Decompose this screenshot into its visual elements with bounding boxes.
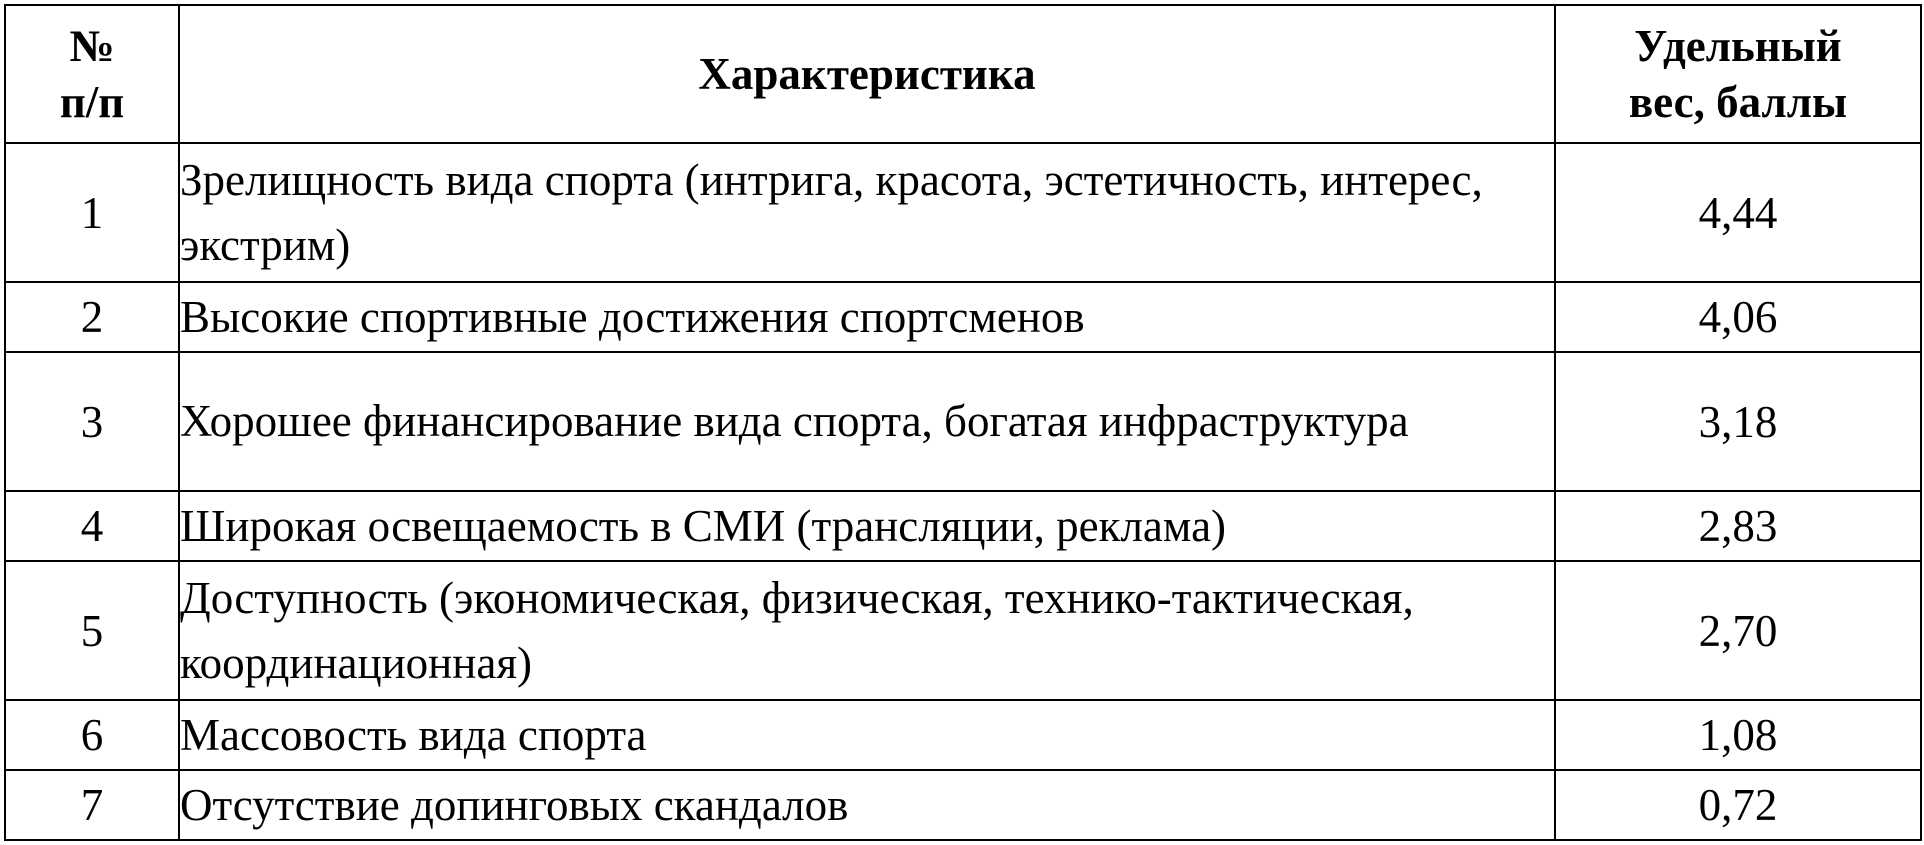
row-characteristic: Хорошее финансирование вида спорта, богатая инфраструктура <box>179 352 1555 491</box>
row-number: 5 <box>5 561 179 700</box>
row-number: 4 <box>5 491 179 561</box>
table-row <box>5 352 1921 491</box>
header-weight-line1: Удельный <box>1634 21 1842 71</box>
table-row <box>5 143 1921 282</box>
row-number: 6 <box>5 700 179 770</box>
row-weight: 4,06 <box>1555 282 1921 352</box>
row-number: 7 <box>5 770 179 840</box>
table-header-row <box>5 5 1921 143</box>
row-weight: 3,18 <box>1555 352 1921 491</box>
characteristics-table <box>4 4 1922 841</box>
row-weight: 2,70 <box>1555 561 1921 700</box>
row-weight: 4,44 <box>1555 143 1921 282</box>
table-row <box>5 561 1921 700</box>
header-number <box>5 5 179 143</box>
row-number: 3 <box>5 352 179 491</box>
header-number-line1: № <box>69 21 115 71</box>
table-row <box>5 700 1921 770</box>
header-weight <box>1555 5 1921 143</box>
row-characteristic: Зрелищность вида спорта (интрига, красота, эстетичность, интерес, экстрим) <box>179 143 1555 282</box>
header-weight-line2: вес, баллы <box>1628 77 1848 127</box>
row-weight: 2,83 <box>1555 491 1921 561</box>
header-number-line2: п/п <box>59 77 125 127</box>
row-characteristic: Высокие спортивные достижения спортсменов <box>179 282 1555 352</box>
table-row <box>5 770 1921 840</box>
row-characteristic: Отсутствие допинговых скандалов <box>179 770 1555 840</box>
header-characteristic: Характеристика <box>179 5 1555 143</box>
row-number: 2 <box>5 282 179 352</box>
table-row <box>5 282 1921 352</box>
row-characteristic: Доступность (экономическая, физическая, технико-тактическая, координационная) <box>179 561 1555 700</box>
row-characteristic: Массовость вида спорта <box>179 700 1555 770</box>
table-row <box>5 491 1921 561</box>
row-weight: 1,08 <box>1555 700 1921 770</box>
row-weight: 0,72 <box>1555 770 1921 840</box>
row-number: 1 <box>5 143 179 282</box>
row-characteristic: Широкая освещаемость в СМИ (трансляции, реклама) <box>179 491 1555 561</box>
